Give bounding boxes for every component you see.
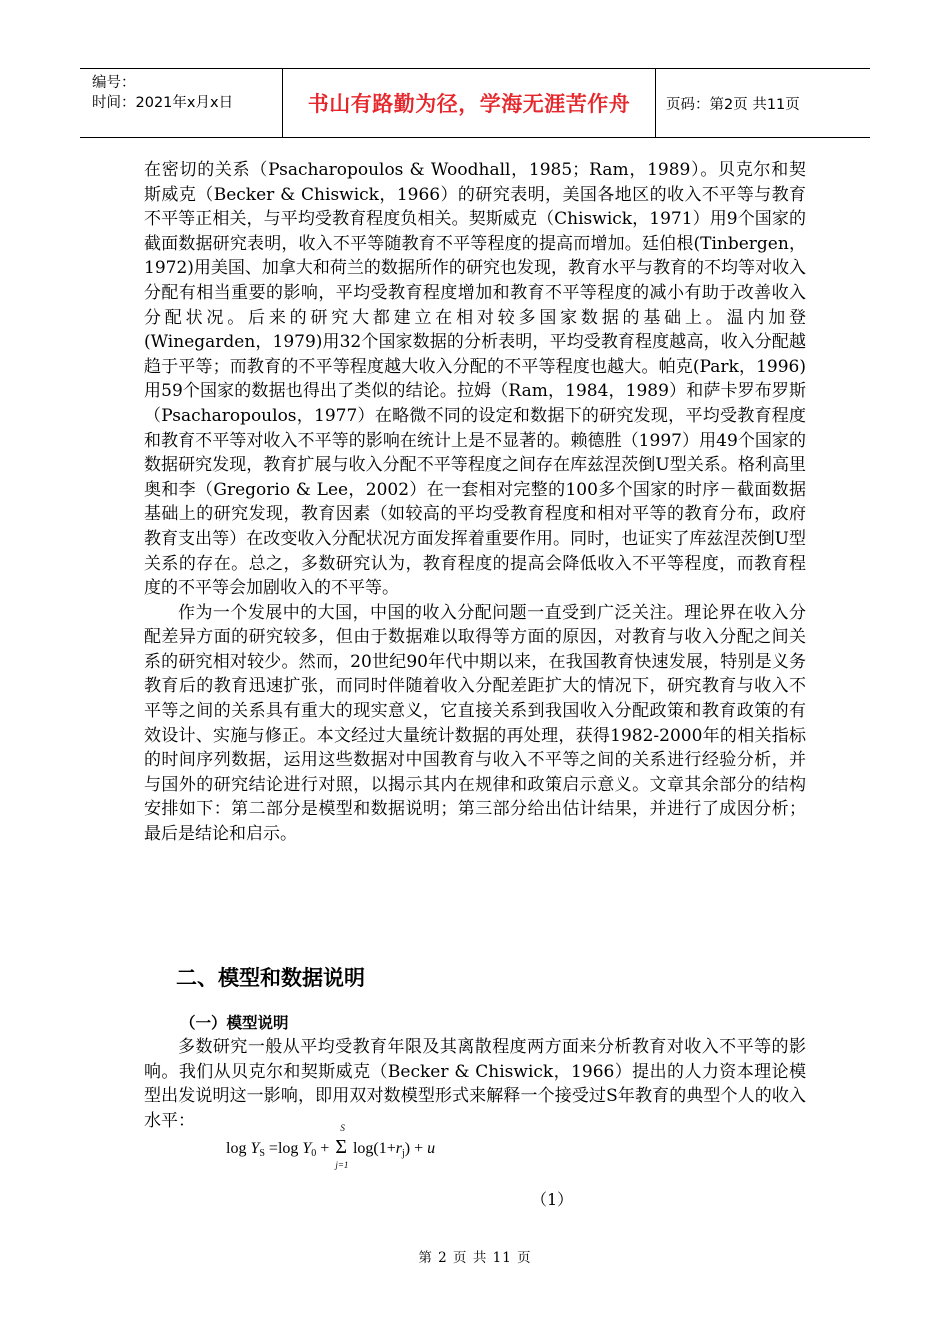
- eq-sigma-lower: j=1: [335, 1160, 349, 1170]
- eq-close: ): [404, 1140, 411, 1157]
- eq-sum: [335, 1123, 349, 1170]
- eq-sub-j: j: [402, 1148, 405, 1159]
- page-header: [80, 68, 870, 138]
- eq-plus: +: [320, 1140, 330, 1157]
- eq-y0: Y: [302, 1140, 312, 1157]
- eq-equals-log: =log: [268, 1140, 299, 1157]
- eq-sigma: Σ: [335, 1136, 347, 1158]
- page-footer: 第 2 页 共 11 页: [418, 1250, 532, 1266]
- paragraph-model: 多数研究一般从平均受教育年限及其离散程度两方面来分析教育对收入不平等的影响。我们从贝克尔和契斯威克（Becker & Chiswick，1966）提出的人力资本理论模型出发说明这一影响，即用双对数模型形式来解释一个接受过S年教育的典型个人的收入水平：: [144, 1037, 806, 1131]
- paragraph-literature: 在密切的关系（Psacharopoulos & Woodhall，1985；Ram，1989）。贝克尔和契斯威克（Becker & Chiswick，1966）的研究表明，美国各地区的收入不平等与教育不平等正相关，与平均受教育程度负相关。契斯威克（Chiswick，1971）用9个国家的截面数据研究表明，收入不平等随教育不平等程度的提高而增加。廷伯根(Tinbergen，1972)用美国、加拿大和荷兰的数据所作的研究也发现，教育水平与教育的不均等对收入分配有相当重要的影响，平均受教育程度增加和教育不平等程度的减小有助于改善收入分配状况。后来的研究大都建立在相对较多国家数据的基础上。温内加登(Winegarden，1979)用32个国家数据的分析表明，平均受教育程度越高，收入分配越趋于平等；而教育的不平等程度越大收入分配的不平等程度也越大。帕克(Park，1996)用59个国家的数据也得出了类似的结论。拉姆（Ram，1984，1989）和萨卡罗布罗斯（Psacharopoulos，1977）在略微不同的设定和数据下的研究发现，平均受教育程度和教育不平等对收入不平等的影响在统计上是不显著的。赖德胜（1997）用49个国家的数据研究发现，教育扩展与收入分配不平等程度之间存在库兹涅茨倒U型关系。格利高里奥和李（Gregorio & Lee，2002）在一套相对完整的100多个国家的时序－截面数据基础上的研究发现，教育因素（如较高的平均受教育程度和相对平等的教育分布，政府教育支出等）在改变收入分配状况方面发挥着重要作用。同时，也证实了库兹涅茨倒U型关系的存在。总之，多数研究认为，教育程度的提高会降低收入不平等程度，而教育程度的不平等会加剧收入的不平等。: [144, 160, 806, 599]
- body-text-model: [144, 1035, 806, 1133]
- subsection-heading: （一）模型说明: [180, 1014, 289, 1032]
- eq-y: Y: [250, 1140, 260, 1157]
- header-motto: 书山有路勤为径，学海无涯苦作舟: [283, 69, 656, 137]
- eq-sub-s: S: [259, 1148, 265, 1159]
- eq-u: u: [427, 1140, 436, 1157]
- eq-plus-u: +: [414, 1140, 424, 1157]
- eq-r: r: [395, 1140, 402, 1157]
- paragraph-china: 作为一个发展中的大国，中国的收入分配问题一直受到广泛关注。理论界在收入分配差异方面的研究较多，但由于数据难以取得等方面的原因，对教育与收入分配之间关系的研究相对较少。然而，20世纪90年代中期以来，在我国教育快速发展，特别是义务教育后的教育迅速扩张，而同时伴随着收入分配差距扩大的情况下，研究教育与收入不平等之间的关系具有重大的现实意义，它直接关系到我国收入分配政策和教育政策的有效设计、实施与修正。本文经过大量统计数据的再处理，获得1982-2000年的相关指标的时间序列数据，运用这些数据对中国教育与收入不平等之间的关系进行经验分析，并与国外的研究结论进行对照，以揭示其内在规律和政策启示意义。文章其余部分的结构安排如下：第二部分是模型和数据说明；第三部分给出估计结果，并进行了成因分析；最后是结论和启示。: [144, 602, 806, 845]
- section-heading: 二、模型和数据说明: [176, 966, 365, 990]
- equation: [226, 1123, 436, 1170]
- doc-time-label: 时间：2021年x月x日: [92, 95, 234, 111]
- header-meta: [80, 69, 283, 137]
- body-text: [144, 158, 806, 847]
- eq-log-term: log(1+: [352, 1140, 396, 1157]
- header-page-info: 页码：第2页 共11页: [666, 96, 800, 113]
- eq-log: log: [226, 1140, 247, 1157]
- eq-sub-0: 0: [311, 1148, 317, 1159]
- equation-number: （1）: [531, 1190, 574, 1209]
- eq-sigma-upper: S: [340, 1123, 345, 1133]
- doc-number-label: 编号：: [92, 75, 136, 91]
